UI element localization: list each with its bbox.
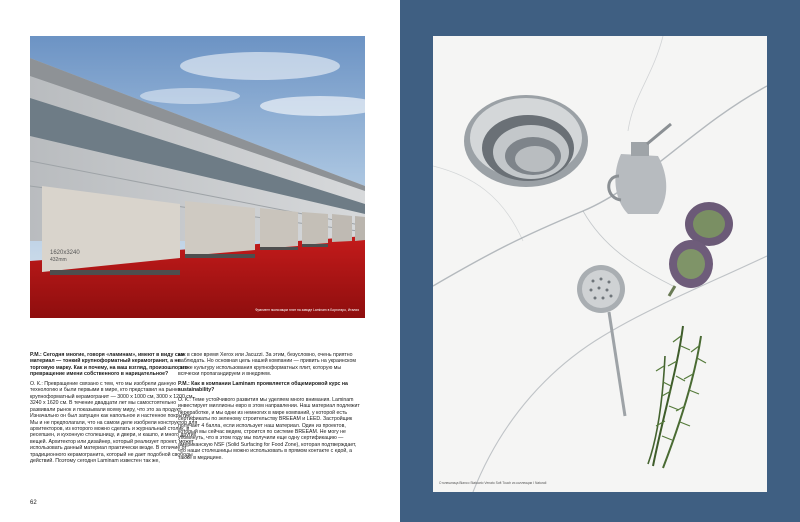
panel-size-label: 1620x3240 — [50, 250, 80, 256]
factory-photo — [30, 36, 365, 318]
countertop-photo-illustration — [433, 36, 767, 492]
right-page — [400, 0, 800, 522]
interview-question-1: P.M.: Сегодня многие, говоря «ламинам», имеют в виду сам материал — тонкий крупноформатный керамогранит, а не торговую марку. Как и почему, на ваш взгляд, произошло это превращение имени собственного в нарицательное? — [30, 352, 188, 378]
panel-thickness-label: 432mm — [50, 257, 67, 263]
interview-question-2: P.M.: Как в компании Laminam проявляется общемировой курс на sustainability? — [178, 380, 348, 394]
countertop-photo — [433, 36, 767, 492]
photo-caption-left: Фрагмент экспозиции плит на заводе Laminam в Борготаро, Италия — [255, 307, 359, 312]
interview-answer-1: О. К.: Превращение связано с тем, что мы изобрели данную технологию и были первыми в мире, кто представил на рынке крупноформатный керамогранит — 3000 х 1000 см, 3000 х 1200 см, 3240 х 1620 см. В течение двадцати лет мы самостоятельно развивали рынок и показывали всему миру, что это за продукт. Изначально он был запущен как напольное и настенное покрытие. Мы и не предполагали, что на самом деле изобрели конструктор для архитекторов, из которого можно сделать и журнальный столик, и ресепшен, и кухонную столешницу, и двери, и кашпо, и много других вещей. Архитектор или дизайнер, который реализует проект, может использовать данный материал практически везде. В отличие от традиционного керамогранита, который не дает подобной свободы действий. Поэтому сегодня Laminam известен так же, — [30, 380, 198, 465]
page-number: 62 — [30, 500, 37, 506]
interview-answer-1-continued: как в свое время Xerox или Jacuzzi. За этим, безусловно, очень приятно наблюдать. Но основная цель нашей компании — привить на украинском рынке культуру использования крупноформатных плит, которую мы всячески пропагандируем и внедряем. — [178, 352, 356, 378]
photo-caption-right: Столешница Bianco Statuario Venato Soft Touch из коллекции I Naturali — [439, 480, 547, 485]
factory-photo-illustration — [30, 36, 365, 318]
text-column-1 — [30, 352, 200, 468]
text-column-2 — [178, 352, 362, 464]
interview-answer-2: О. К.: Теме устойчивого развития мы уделяем много внимания. Laminam инвестирует миллионы евро в этом направлении. Наш материал подлежит переработке, и мы одни из немногих в мире компаний, у которой есть сертификаты по зеленому строительству BREEAM и LEED. Застройщик получает 4 балла, если использует наш материал. Один из проектов, который мы сейчас ведем, строится по системе BREEAM. Не могу не упомянуть, что в этом году мы получили еще одну сертификацию — американскую NSF (Solid Surfacing for Food Zone), которая подтверждает, что наши столешницы можно использовать в прямом контакте с едой, а также в медицине. — [178, 396, 360, 461]
